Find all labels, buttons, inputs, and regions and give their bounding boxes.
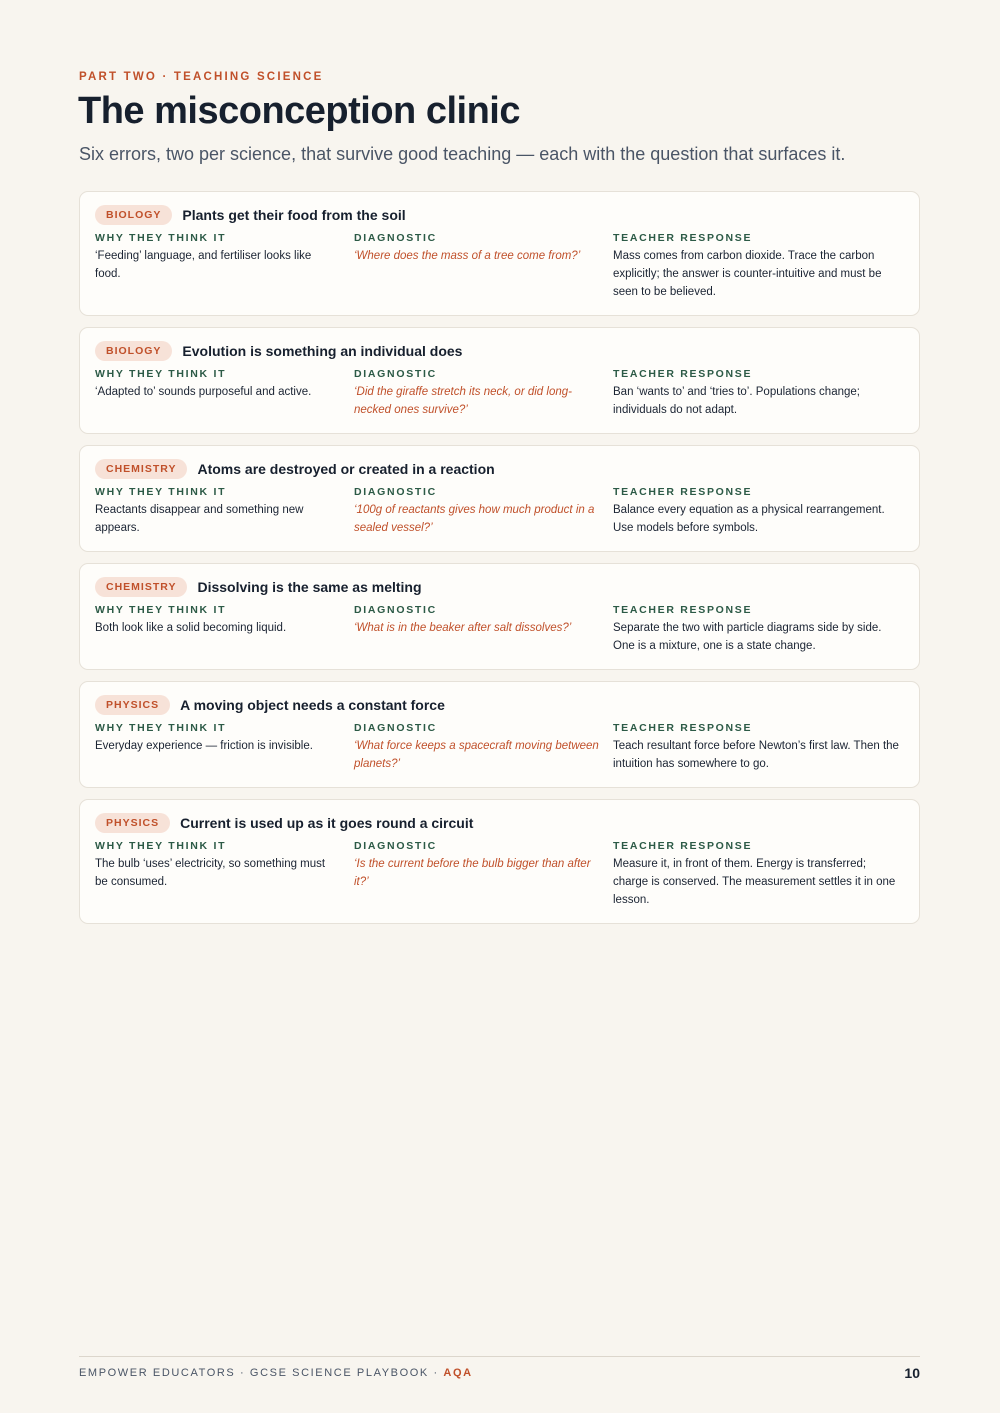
footer-divider <box>79 1356 920 1357</box>
misconception-title: Current is used up as it goes round a circuit <box>180 815 474 831</box>
why-text: ‘Adapted to’ sounds purposeful and active. <box>95 386 312 398</box>
misconception-card <box>79 191 920 316</box>
misconception-card <box>79 563 920 670</box>
diagnostic-label: DIAGNOSTIC <box>354 840 437 852</box>
response-label: TEACHER RESPONSE <box>613 232 753 244</box>
response-text: Measure it, in front of them. Energy is transferred; charge is conserved. The measurement settles it in one lesson. <box>613 858 896 906</box>
subject-tag: PHYSICS <box>95 813 170 833</box>
section-eyebrow: PART TWO · TEACHING SCIENCE <box>79 71 324 83</box>
response-text: Separate the two with particle diagrams side by side. One is a mixture, one is a state change. <box>613 622 882 652</box>
why-text: Everyday experience — friction is invisible. <box>95 740 313 752</box>
response-text: Ban ‘wants to’ and ‘tries to’. Populations change; individuals do not adapt. <box>613 386 860 416</box>
subject-tag: BIOLOGY <box>95 205 172 225</box>
response-label: TEACHER RESPONSE <box>613 840 753 852</box>
response-text: Balance every equation as a physical rearrangement. Use models before symbols. <box>613 504 885 534</box>
misconception-card <box>79 681 920 788</box>
why-text: Reactants disappear and something new appears. <box>95 504 304 534</box>
subject-tag: BIOLOGY <box>95 341 172 361</box>
diagnostic-text: ‘Where does the mass of a tree come from?’ <box>354 250 581 262</box>
misconception-title: Dissolving is the same as melting <box>197 579 422 595</box>
why-label: WHY THEY THINK IT <box>95 722 227 734</box>
diagnostic-label: DIAGNOSTIC <box>354 486 437 498</box>
why-label: WHY THEY THINK IT <box>95 368 227 380</box>
response-text: Teach resultant force before Newton’s first law. Then the intuition has somewhere to go. <box>613 740 899 770</box>
diagnostic-text: ‘100g of reactants gives how much product in a sealed vessel?’ <box>354 504 595 534</box>
misconception-card <box>79 799 920 924</box>
diagnostic-label: DIAGNOSTIC <box>354 232 437 244</box>
response-label: TEACHER RESPONSE <box>613 722 753 734</box>
misconception-title: Plants get their food from the soil <box>182 207 406 223</box>
footer-publisher: EMPOWER EDUCATORS · GCSE SCIENCE PLAYBOOK · <box>79 1367 444 1379</box>
page-subtitle: Six errors, two per science, that survive good teaching — each with the question that surfaces it. <box>79 144 846 164</box>
misconception-title: Atoms are destroyed or created in a reaction <box>197 461 495 477</box>
response-text: Mass comes from carbon dioxide. Trace the carbon explicitly; the answer is counter-intuitive and must be seen to be believed. <box>613 250 882 298</box>
footer-publication <box>79 1367 473 1379</box>
diagnostic-label: DIAGNOSTIC <box>354 604 437 616</box>
misconception-card <box>79 327 920 434</box>
subject-tag: CHEMISTRY <box>95 459 187 479</box>
why-text: Both look like a solid becoming liquid. <box>95 622 287 634</box>
misconception-title: Evolution is something an individual does <box>182 343 463 359</box>
subject-tag: PHYSICS <box>95 695 170 715</box>
page-number: 10 <box>904 1365 920 1381</box>
why-label: WHY THEY THINK IT <box>95 840 227 852</box>
misconception-card <box>79 445 920 552</box>
misconception-list <box>79 191 920 935</box>
response-label: TEACHER RESPONSE <box>613 368 753 380</box>
diagnostic-text: ‘Did the giraffe stretch its neck, or did long-necked ones survive?’ <box>354 386 572 416</box>
diagnostic-text: ‘What is in the beaker after salt dissolves?’ <box>354 622 572 634</box>
diagnostic-label: DIAGNOSTIC <box>354 368 437 380</box>
diagnostic-text: ‘Is the current before the bulb bigger than after it?’ <box>354 858 591 888</box>
why-text: ‘Feeding’ language, and fertiliser looks like food. <box>95 250 312 280</box>
diagnostic-label: DIAGNOSTIC <box>354 722 437 734</box>
why-label: WHY THEY THINK IT <box>95 604 227 616</box>
page-title: The misconception clinic <box>78 90 520 132</box>
diagnostic-text: ‘What force keeps a spacecraft moving between planets?’ <box>354 740 599 770</box>
response-label: TEACHER RESPONSE <box>613 604 753 616</box>
footer-exam-board: AQA <box>443 1367 473 1379</box>
subject-tag: CHEMISTRY <box>95 577 187 597</box>
misconception-title: A moving object needs a constant force <box>180 697 445 713</box>
why-label: WHY THEY THINK IT <box>95 232 227 244</box>
why-text: The bulb ‘uses’ electricity, so something must be consumed. <box>95 858 326 888</box>
response-label: TEACHER RESPONSE <box>613 486 753 498</box>
why-label: WHY THEY THINK IT <box>95 486 227 498</box>
